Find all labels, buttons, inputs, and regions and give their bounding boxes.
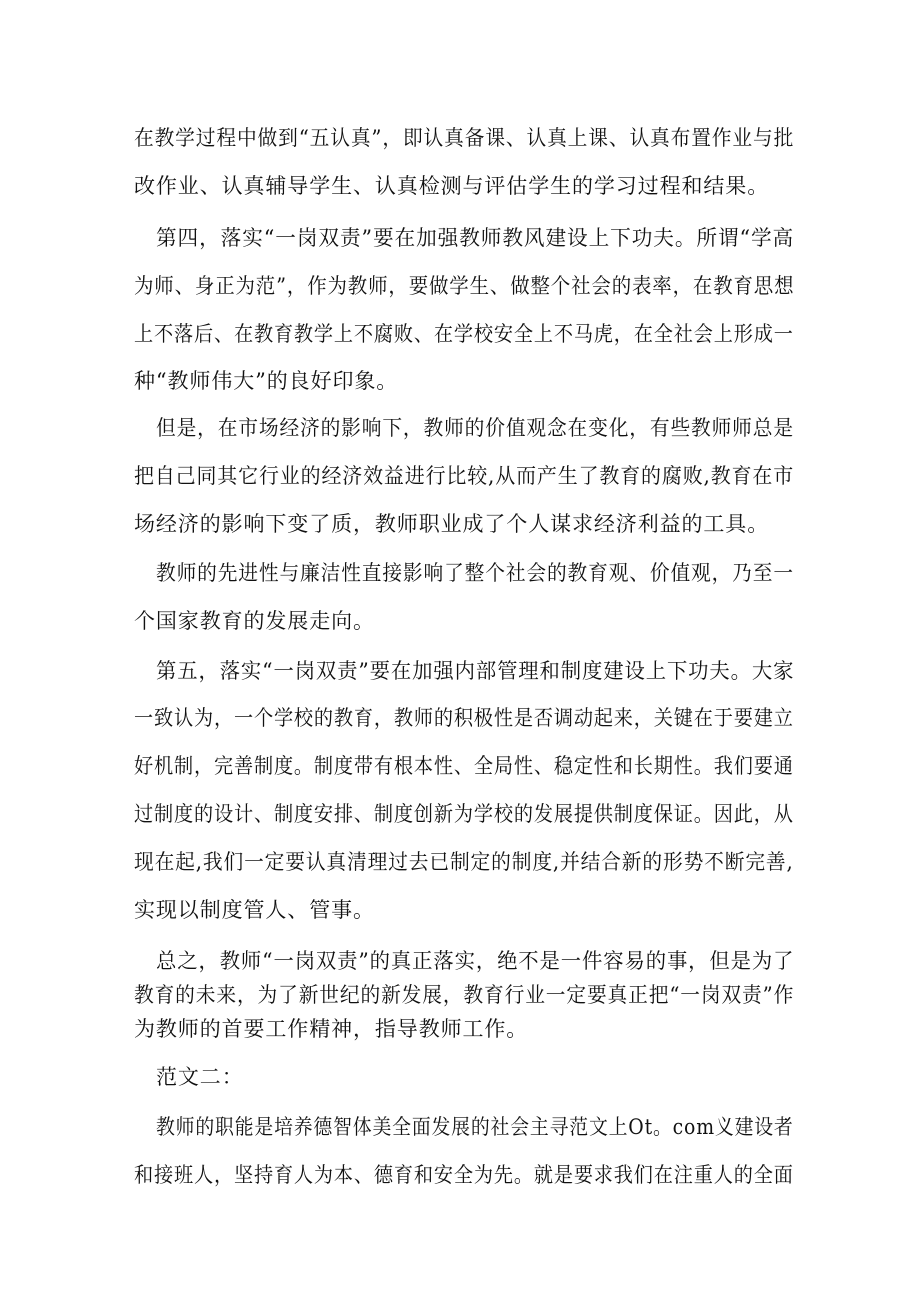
paragraph-line: 一致认为，一个学校的教育，教师的积极性是否调动起来，关键在于要建立 bbox=[134, 706, 794, 730]
paragraph-line: 为教师的首要工作精神，指导教师工作。 bbox=[134, 1017, 529, 1041]
paragraph-line: 第四，落实“一岗双责”要在加强教师教风建设上下功夫。所谓“学高 bbox=[156, 226, 795, 250]
paragraph-line: 实现以制度管人、管事。 bbox=[134, 898, 375, 922]
paragraph-line: 第五，落实“一岗双责”要在加强内部管理和制度建设上下功夫。大家 bbox=[156, 659, 795, 683]
paragraph-line: 过制度的设计、制度安排、制度创新为学校的发展提供制度保证。因此，从 bbox=[134, 802, 794, 826]
paragraph-line: 为师、身正为范”，作为教师，要做学生、做整个社会的表率，在教育思想 bbox=[134, 274, 795, 298]
paragraph-line: 但是，在市场经济的影响下，教师的价值观念在变化，有些教师师总是 bbox=[156, 416, 794, 440]
paragraph-line: 和接班人，坚持育人为本、德育和安全为先。就是要求我们在注重人的全面 bbox=[134, 1163, 794, 1187]
paragraph-line: 总之，教师“一岗双责”的真正落实，绝不是一件容易的事，但是为了 bbox=[156, 949, 795, 973]
section-heading: 范文二： bbox=[156, 1065, 244, 1089]
paragraph-line: 场经济的影响下变了质，教师职业成了个人谋求经济利益的工具。 bbox=[134, 512, 770, 536]
paragraph-line: 教育的未来，为了新世纪的新发展，教育行业一定要真正把“一岗双责”作 bbox=[134, 983, 795, 1007]
paragraph-line: 个国家教育的发展走向。 bbox=[134, 609, 375, 633]
paragraph-line: 种“教师伟大”的良好印象。 bbox=[134, 369, 399, 393]
paragraph-line: 把自己同其它行业的经济效益进行比较,从而产生了教育的腐败,教育在市 bbox=[134, 464, 795, 488]
paragraph-line: 好机制，完善制度。制度带有根本性、全局性、稳定性和长期性。我们要通 bbox=[134, 754, 794, 778]
paragraph-line: 教师的先进性与廉洁性直接影响了整个社会的教育观、价值观，乃至一 bbox=[156, 561, 794, 585]
paragraph-line: 改作业、认真辅导学生、认真检测与评估学生的学习过程和结果。 bbox=[134, 174, 770, 198]
paragraph-line: 教师的职能是培养德智体美全面发展的社会主寻范文上Ot。com义建设者 bbox=[156, 1115, 794, 1139]
paragraph-line: 上不落后、在教育教学上不腐败、在学校安全上不马虎，在全社会上形成一 bbox=[134, 322, 794, 346]
paragraph-line: 在教学过程中做到“五认真”，即认真备课、认真上课、认真布置作业与批 bbox=[134, 126, 795, 150]
paragraph-line: 现在起,我们一定要认真清理过去已制定的制度,并结合新的形势不断完善, bbox=[134, 850, 794, 874]
